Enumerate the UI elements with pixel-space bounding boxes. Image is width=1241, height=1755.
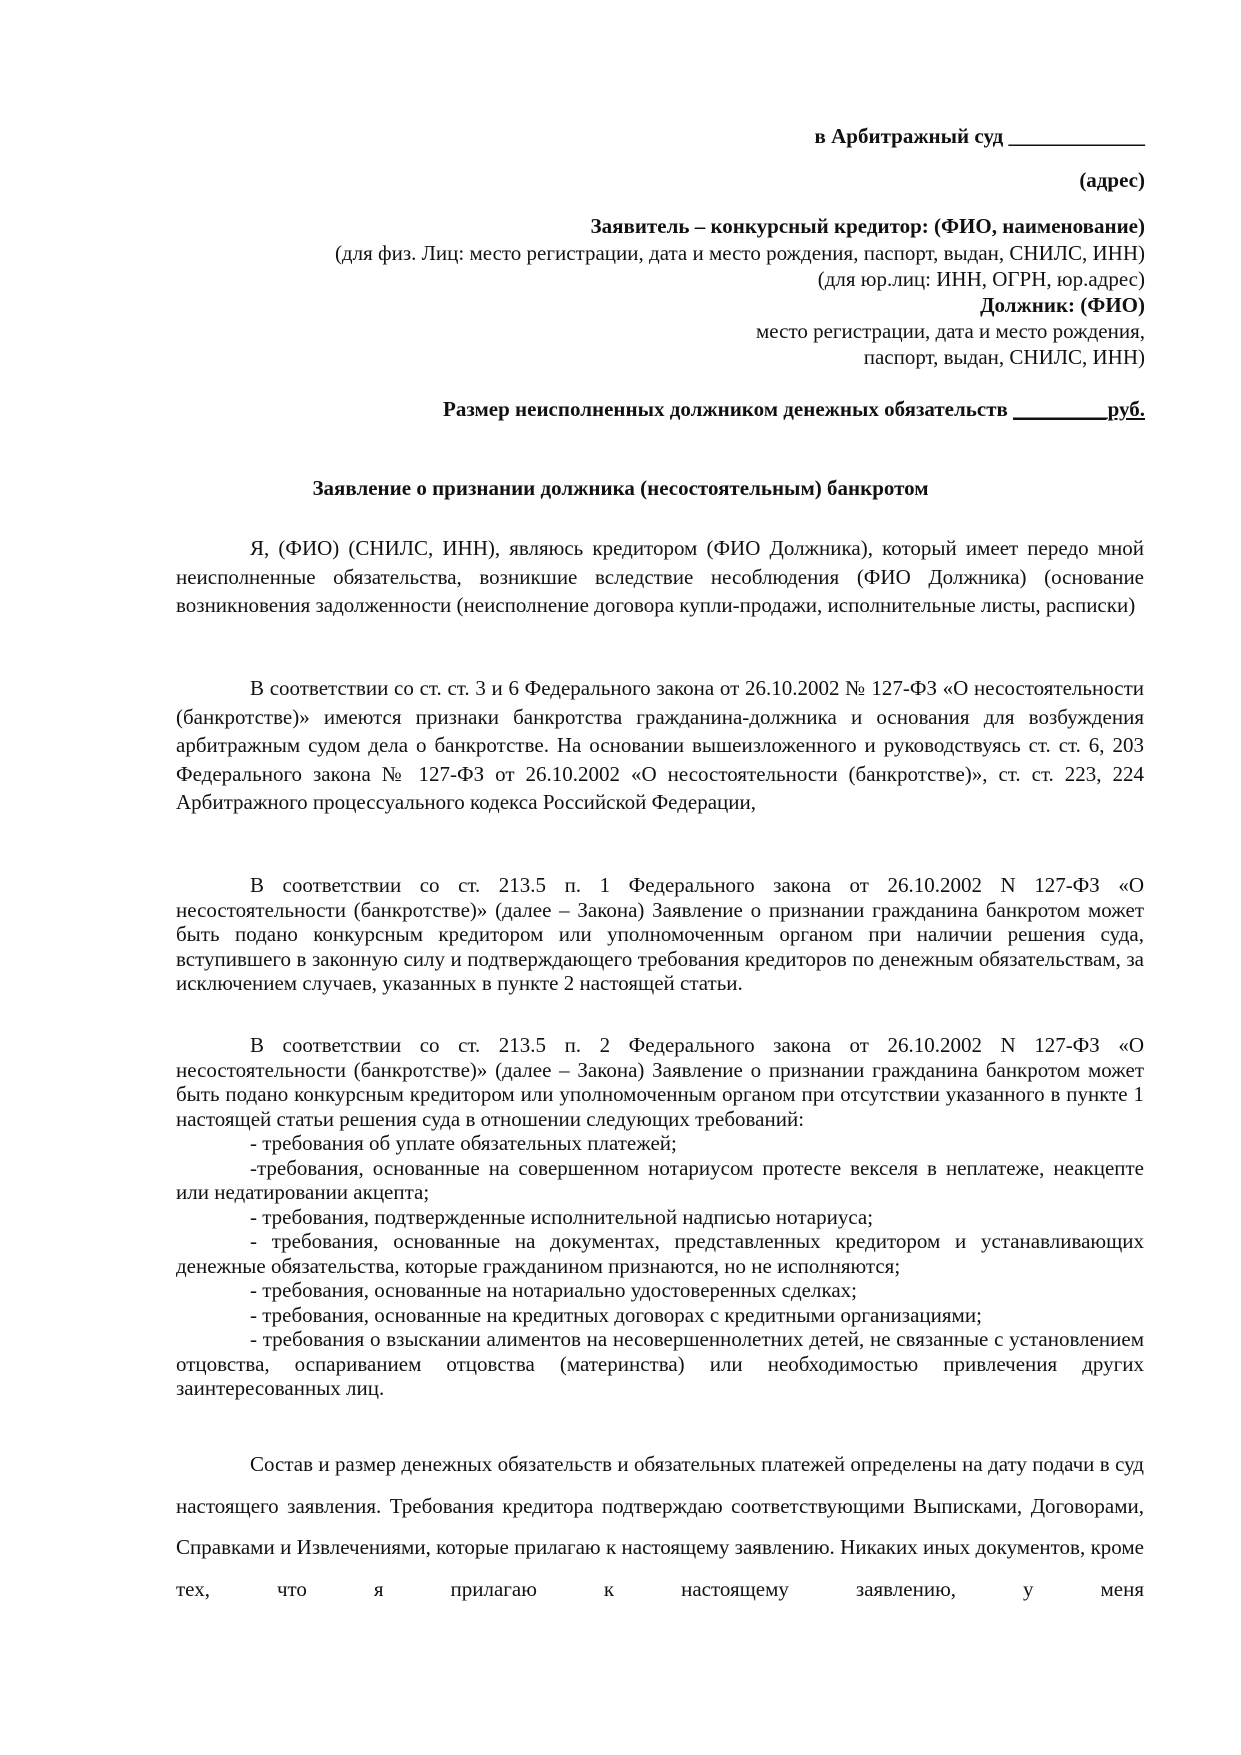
applicant-legal-details: (для юр.лиц: ИНН, ОГРН, юр.адрес) — [817, 267, 1145, 291]
debtor-title: Должник: (ФИО) — [980, 293, 1145, 317]
paragraph-text: Я, (ФИО) (СНИЛС, ИНН), являюсь кредитором (ФИО Должника), который имеет передо мной неисполненные обязательства, возникшие вследствие несоблюдения (ФИО Должника) (основание возникновения задолженности (неисполнение договора купли-продажи, исполнительные листы, расписки) — [176, 536, 1144, 618]
debt-amount-line — [443, 396, 1145, 422]
paragraph-creditor-statement — [176, 534, 1144, 620]
list-item: - требования о взыскании алиментов на несовершеннолетних детей, не связанные с установлением отцовства, оспариванием отцовства (материнства) или необходимостью привлечения других заинтересованных лиц. — [176, 1327, 1144, 1400]
paragraph-bankruptcy-grounds — [176, 674, 1144, 817]
list-item: - требования об уплате обязательных платежей; — [250, 1131, 677, 1155]
paragraph-text: Состав и размер денежных обязательств и обязательных платежей определены на дату подачи в суд настоящего заявления. Требования кредитора подтверждаю соответствующими Выписками, Договорами, Справками и Извлечениями, которые прилагаю к настоящему заявлению. Никаких иных документов, кроме тех, что я прилагаю к настоящему заявлению, у меня — [176, 1452, 1144, 1601]
paragraph-obligations-composition — [176, 1444, 1144, 1610]
paragraph-article-213-5-p2 — [176, 1033, 1144, 1401]
list-item: -требования, основанные на совершенном нотариусом протесте векселя в неплатеже, неакцепте или недатировании акцепта; — [176, 1155, 1144, 1204]
debt-amount-blank: _________руб. — [1013, 397, 1145, 421]
list-item: - требования, подтвержденные исполнительной надписью нотариуса; — [250, 1204, 874, 1229]
debtor-details-line-1: место регистрации, дата и место рождения, — [755, 319, 1145, 343]
list-item: - требования, основанные на документах, представленных кредитором и устанавливающих денежные обязательства, которые гражданином признаются, но не исполняются; — [176, 1229, 1144, 1278]
paragraph-article-213-5-p1 — [176, 873, 1144, 996]
applicant-title: Заявитель – конкурсный кредитор: (ФИО, наименование) — [590, 214, 1145, 238]
court-address: (адрес) — [1079, 168, 1145, 192]
debtor-details-line-2: паспорт, выдан, СНИЛС, ИНН) — [863, 345, 1145, 369]
paragraph-text: В соответствии со ст. 213.5 п. 2 Федерального закона от 26.10.2002 N 127-ФЗ «О несостоятельности (банкротстве)» (далее – Закона) Заявление о признании гражданина банкротом может быть подано конкурсным кредитором или уполномоченным органом при отсутствии указанного в пункте 1 настоящей статьи решения суда в отношении следующих требований: — [176, 1033, 1144, 1131]
list-item: - требования, основанные на нотариально удостоверенных сделках; — [250, 1278, 858, 1302]
paragraph-text: В соответствии со ст. 213.5 п. 1 Федерального закона от 26.10.2002 N 127-ФЗ «О несостоятельности (банкротстве)» (далее – Закона) Заявление о признании гражданина банкротом может быть подано конкурсным кредитором или уполномоченным органом при наличии решения суда, вступившего в законную силу и подтверждающего требования кредиторов по денежным обязательствам, за исключением случаев, указанных в пункте 2 настоящей статьи. — [176, 873, 1144, 995]
paragraph-text: В соответствии со ст. ст. 3 и 6 Федерального закона от 26.10.2002 № 127-ФЗ «О несостоятельности (банкротстве)» имеются признаки банкротства гражданина-должника и основания для возбуждения арбитражным судом дела о банкротстве. На основании вышеизложенного и руководствуясь ст. ст. 6, 203 Федерального закона № 127-ФЗ от 26.10.2002 «О несостоятельности (банкротстве)», ст. ст. 223, 224 Арбитражного процессуального кодекса Российской Федерации, — [176, 676, 1144, 815]
court-line: в Арбитражный суд _____________ — [814, 124, 1145, 148]
list-item: - требования, основанные на кредитных договорах с кредитными организациями; — [250, 1302, 982, 1327]
document-title: Заявление о признании должника (несостоятельным) банкротом — [312, 476, 929, 500]
debt-amount-label: Размер неисполненных должником денежных обязательств — [443, 397, 1014, 421]
applicant-individual-details: (для физ. Лиц: место регистрации, дата и место рождения, паспорт, выдан, СНИЛС, ИНН) — [334, 241, 1145, 265]
